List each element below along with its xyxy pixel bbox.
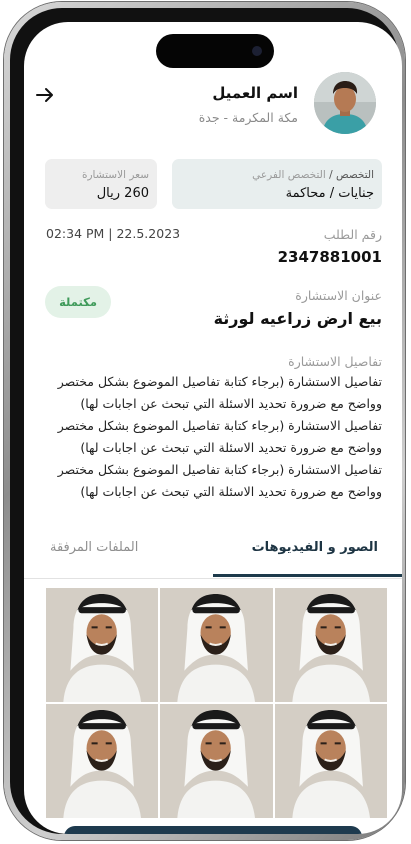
attachments-tabs	[24, 532, 402, 579]
consultation-title-label: عنوان الاستشارة	[295, 288, 382, 303]
screen	[24, 22, 402, 834]
client-name: اسم العميل	[212, 84, 298, 102]
arrow-right-icon	[35, 85, 55, 105]
bottom-action-bar[interactable]	[64, 826, 362, 834]
specialty-label	[252, 169, 374, 181]
price-value: 260 ريال	[96, 186, 149, 201]
sub-specialty-label: التخصص الفرعي	[252, 169, 326, 181]
price-label: سعر الاستشارة	[81, 169, 149, 181]
avatar-image	[314, 72, 376, 134]
phone-bezel	[10, 8, 399, 834]
client-avatar[interactable]	[314, 72, 376, 134]
camera-dot	[252, 46, 262, 56]
media-thumbnail[interactable]	[275, 704, 387, 818]
consultation-details: تفاصيل الاستشارة (برجاء كتابة تفاصيل الموضوع بشكل مختصر وواضح مع ضرورة تحديد الاسئلة التي تبحث عن اجابات لها) تفاصيل الاستشارة (برجاء كتابة تفاصيل الموضوع بشكل مختصر وواضح مع ضرورة تحديد الاسئلة التي تبحث عن اجابات لها) تفاصيل الاستشارة (برجاء كتابة تفاصيل الموضوع بشكل مختصر وواضح مع ضرورة تحديد الاسئلة التي تبحث عن اجابات لها)	[57, 374, 382, 499]
consultation-title: بيع ارض زراعيه لورثة	[213, 309, 382, 328]
tab-attached-files[interactable]: الملفات المرفقة	[50, 540, 139, 555]
order-number: 2347881001	[277, 248, 382, 266]
price-card	[45, 159, 157, 209]
specialty-main-label: التخصص	[335, 169, 374, 181]
media-thumbnail[interactable]	[275, 588, 387, 702]
specialty-card	[172, 159, 382, 209]
client-location: مكة المكرمة - جدة	[198, 110, 298, 125]
tab-photos-videos[interactable]: الصور و الفيديوهات	[251, 540, 378, 555]
media-grid	[46, 588, 387, 818]
media-thumbnail[interactable]	[160, 704, 272, 818]
consultation-details-label: تفاصيل الاستشارة	[288, 354, 382, 369]
active-tab-indicator	[213, 574, 402, 577]
specialty-separator: /	[325, 169, 336, 181]
client-header	[24, 58, 402, 138]
specialty-value: جنايات / محاكمة	[285, 186, 374, 201]
order-datetime: 02:34 PM | 22.5.2023	[46, 226, 181, 241]
media-thumbnail[interactable]	[160, 588, 272, 702]
media-thumbnail[interactable]	[46, 704, 158, 818]
status-badge: مكتملة	[45, 286, 111, 318]
phone-frame	[4, 2, 405, 840]
back-button[interactable]	[32, 82, 58, 108]
media-thumbnail[interactable]	[46, 588, 158, 702]
order-number-label: رقم الطلب	[323, 227, 382, 242]
